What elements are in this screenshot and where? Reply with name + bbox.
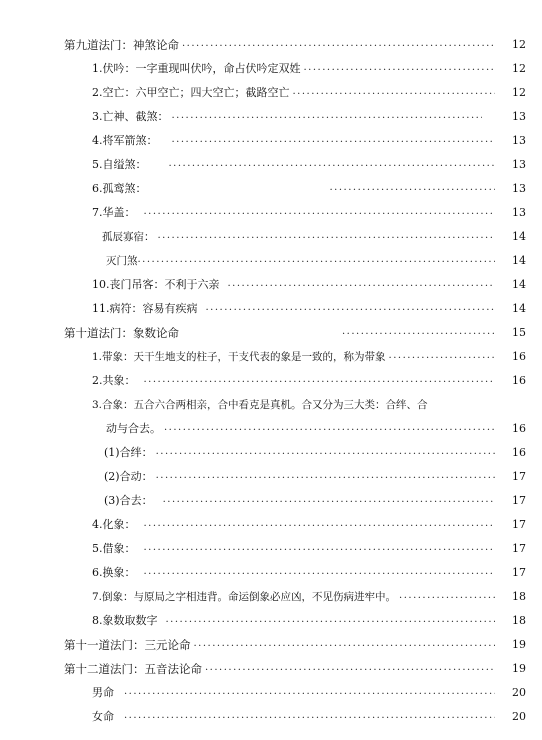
toc-entry-title: 10.丧门吊客：不利于六亲 xyxy=(92,278,220,291)
toc-leader xyxy=(330,181,496,195)
toc-leader xyxy=(156,445,495,459)
toc-entry-title: 2.空亡：六甲空亡；四大空亡；截路空亡 xyxy=(92,86,290,99)
toc-entry[interactable] xyxy=(0,56,542,76)
toc-entry-page: 17 xyxy=(512,494,526,507)
toc-entry-title: 1.伏吟：一字重现叫伏吟，命占伏吟定双姓 xyxy=(92,62,301,75)
toc-entry-title: 8.象数取数字 xyxy=(92,614,158,627)
toc-leader xyxy=(138,253,496,267)
toc-leader xyxy=(205,661,495,675)
toc-entry-page: 17 xyxy=(512,566,526,579)
toc-leader xyxy=(124,685,495,699)
toc-entry[interactable] xyxy=(0,680,542,700)
toc-entry-title: 第十二道法门：五音法论命 xyxy=(64,662,202,676)
toc-entry[interactable] xyxy=(0,440,542,460)
toc-entry-page: 18 xyxy=(512,614,526,627)
toc-leader xyxy=(144,517,496,531)
toc-entry-page: 17 xyxy=(512,470,526,483)
toc-entry[interactable] xyxy=(0,224,542,244)
toc-entry-title: (1)合绊： xyxy=(104,446,153,459)
toc-entry[interactable] xyxy=(0,368,542,388)
toc-entry-page: 12 xyxy=(512,62,526,75)
toc-entry-page: 12 xyxy=(512,38,526,51)
toc-leader xyxy=(144,541,496,555)
toc-entry-page: 17 xyxy=(512,542,526,555)
toc-entry[interactable] xyxy=(0,80,542,100)
toc-entry[interactable] xyxy=(0,704,542,724)
toc-entry-title: 6.换象： xyxy=(92,566,136,579)
toc-leader xyxy=(194,637,496,651)
toc-entry-page: 12 xyxy=(512,86,526,99)
toc-leader xyxy=(172,109,483,123)
toc-entry-page: 16 xyxy=(512,422,526,435)
toc-entry[interactable] xyxy=(0,656,542,676)
toc-entry-page: 13 xyxy=(512,206,526,219)
toc-entry-title: 3.合象：五合六合两相亲，合中看克是真机。合又分为三大类：合绊、合 xyxy=(92,399,428,411)
toc-entry-page: 13 xyxy=(512,158,526,171)
toc-entry-page: 13 xyxy=(512,134,526,147)
toc-entry-title: (3)合去： xyxy=(104,494,153,507)
toc-leader xyxy=(166,613,496,627)
toc-entry-page: 19 xyxy=(512,662,526,675)
toc-entry-title: 5.借象： xyxy=(92,542,136,555)
toc-entry-title: 7.倒象：与原局之字相违背。命运倒象必应凶，不见伤病进牢中。 xyxy=(92,591,397,603)
toc-entry-title: 3.亡神、截煞： xyxy=(92,110,169,123)
toc-entry-page: 16 xyxy=(512,374,526,387)
toc-entry-title: 孤辰寡宿： xyxy=(102,231,155,243)
toc-entry-title: 5.自缢煞： xyxy=(92,158,147,171)
toc-entry-title: 7.华盖： xyxy=(92,206,136,219)
toc-leader xyxy=(156,469,495,483)
toc-entry-page: 14 xyxy=(512,302,526,315)
toc-entry[interactable] xyxy=(0,296,542,316)
toc-entry[interactable] xyxy=(0,152,542,172)
toc-entry[interactable] xyxy=(0,176,542,196)
toc-entry[interactable] xyxy=(0,512,542,532)
toc-entry-title: 第九道法门：神煞论命 xyxy=(64,38,179,52)
toc-entry-wrapped-line[interactable] xyxy=(0,392,542,412)
toc-entry-title: 11.病符：容易有疾病 xyxy=(92,302,198,315)
toc-entry-page: 19 xyxy=(512,638,526,651)
toc-entry-page: 18 xyxy=(512,590,526,603)
toc-leader xyxy=(164,421,495,435)
toc-entry[interactable] xyxy=(0,536,542,556)
toc-entry-title: 第十一道法门：三元论命 xyxy=(64,638,191,652)
toc-leader xyxy=(163,493,495,507)
toc-entry-title: (2)合动： xyxy=(104,470,153,483)
toc-leader xyxy=(144,373,496,387)
toc-entry-page: 16 xyxy=(512,350,526,363)
toc-entry[interactable] xyxy=(0,632,542,652)
toc-entry-page: 20 xyxy=(512,686,526,699)
toc-leader xyxy=(144,565,496,579)
toc-entry-title: 2.共象： xyxy=(92,374,136,387)
toc-leader xyxy=(182,37,495,51)
toc-entry-page: 14 xyxy=(512,278,526,291)
toc-entry-title: 男命 xyxy=(92,686,114,699)
toc-leader xyxy=(206,301,496,315)
toc-entry[interactable] xyxy=(0,464,542,484)
toc-entry[interactable] xyxy=(0,128,542,148)
toc-entry-page: 13 xyxy=(512,182,526,195)
toc-entry[interactable] xyxy=(0,560,542,580)
toc-entry[interactable] xyxy=(0,32,542,52)
toc-leader xyxy=(399,589,495,603)
toc-leader xyxy=(144,205,496,219)
toc-entry-title: 动与合去。 xyxy=(106,422,161,435)
toc-leader xyxy=(169,157,496,171)
toc-leader xyxy=(304,61,496,75)
toc-entry-page: 13 xyxy=(512,110,526,123)
toc-leader xyxy=(228,277,496,291)
toc-entry-page: 17 xyxy=(512,518,526,531)
toc-entry-title: 灭门煞 xyxy=(106,255,138,267)
toc-entry[interactable] xyxy=(0,104,542,124)
toc-entry-title: 第十道法门：象数论命 xyxy=(64,326,179,340)
toc-entry-title: 1.带象：天干生地支的柱子，干支代表的象是一致的，称为带象 xyxy=(92,351,386,363)
toc-leader xyxy=(124,709,495,723)
toc-entry-page: 20 xyxy=(512,710,526,723)
toc-leader xyxy=(158,229,496,243)
toc-entry-page: 14 xyxy=(512,254,526,267)
toc-entry[interactable] xyxy=(0,608,542,628)
toc-entry[interactable] xyxy=(0,272,542,292)
toc-leader xyxy=(172,133,496,147)
toc-entry[interactable] xyxy=(0,248,542,268)
toc-entry-page: 15 xyxy=(512,326,526,339)
toc-leader xyxy=(389,349,495,363)
toc-entry[interactable] xyxy=(0,584,542,604)
toc-entry[interactable] xyxy=(0,320,542,340)
toc-entry[interactable] xyxy=(0,416,542,436)
toc-entry-title: 4.将军箭煞： xyxy=(92,134,158,147)
toc-entry[interactable] xyxy=(0,344,542,364)
toc-entry-page: 14 xyxy=(512,230,526,243)
toc-entry-title: 6.孤鸾煞： xyxy=(92,182,147,195)
toc-entry[interactable] xyxy=(0,488,542,508)
toc-entry-title: 女命 xyxy=(92,710,114,723)
toc-entry-title: 4.化象： xyxy=(92,518,136,531)
toc-leader xyxy=(342,325,495,339)
toc-entry[interactable] xyxy=(0,200,542,220)
toc-leader xyxy=(293,85,496,99)
toc-entry-page: 16 xyxy=(512,446,526,459)
